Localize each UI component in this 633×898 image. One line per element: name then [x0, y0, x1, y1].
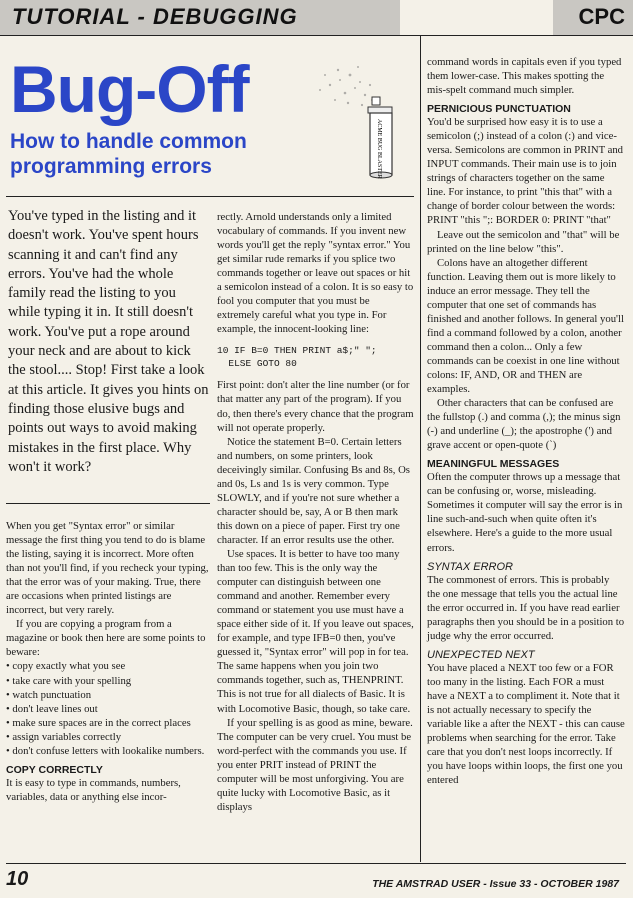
col2-para-1: rectly. Arnold understands only a limited vocabulary of commands. If you invent new words you'll get the reply "syntax error." You get similar rude remarks if you splice two commands together or leave out spaces or hit a semicolon instead of a colon. It is so easy to fool you computer that you must be extremely careful what you type in. For example, the innocent-looking line:	[217, 211, 414, 336]
col3-para-8: You have placed a NEXT too few or a FOR too many in the listing. Each FOR a must have a NEXT a to compliment it. Note that it is not actually necessary to specify the variable like a after the NEXT - this can cause problems when searching for the error. Take care that you don't nest loops incorrectly. If you have loops within loops, the first one you entered	[427, 661, 625, 787]
list-item: • don't leave lines out	[6, 702, 209, 716]
col3-para-5: Other characters that can be confused are the fullstop (.) and comma (,); the minus sign (-) and underline (_); the apostrophe (') and grave accent or open-quote (`)	[427, 397, 621, 452]
list-item: • copy exactly what you see	[6, 659, 209, 673]
publication-info: THE AMSTRAD USER - Issue 33 - OCTOBER 1987	[372, 878, 619, 890]
col3-para-3: Leave out the semicolon and "that" will be printed on the line below "this".	[427, 228, 620, 255]
col3-print-example: PRINT "this ";: BORDER 0: PRINT "that"	[427, 214, 611, 227]
section-header	[0, 0, 400, 35]
col3-para-7: The commonest of errors. This is probably the one message that tells you the actual line the error occurred in. If you have read earlier paragraphs then you should be in a position to judge why the error occurred.	[427, 573, 625, 642]
heading-meaningful-messages: MEANINGFUL MESSAGES	[427, 458, 560, 471]
code-listing: 10 IF B=0 THEN PRINT a$;" "; ELSE GOTO 80	[217, 345, 377, 370]
col1-para-2: If you are copying a program from a magazine or book then here are some points to beware:	[6, 618, 206, 659]
col3-para-6: Often the computer throws up a message that can be confusing or, worse, misleading. Sometimes it computer will say the error is in line such-and-such when quite often it's elsewhere. Here's a guide to the more usual errors.	[427, 471, 623, 554]
beware-list	[6, 659, 209, 757]
spray-can-label: ACME BUG BLASTER	[376, 119, 382, 179]
col3-para-4: Colons have an altogether different function. Leaving them out is more likely to induce an error message. They tell the computer that one set of commands has finished and another follows. In general you'll find a command followed by a colon, another command then a colon... Only a few commands can be coexist in one line without colons: IF, AND, OR and THEN are examples.	[427, 256, 624, 396]
col3-para-1: command words in capitals even if you typed them lower-case. This makes spotting the mis-spelt command much simpler.	[427, 56, 622, 97]
column-3	[427, 55, 625, 787]
col2-para-4: Use spaces. It is better to have too many than too few. This is the only way the computer can distinguish between one command and another. Remember every command or statement you use must have a space either side of it. If you leave out spaces, for example, and type IFB=0 then, you've guessed it, "Syntax error" will pop in for tea. The same happens when you join two commands together, such as, THENPRINT. This is not true for all dialects of Basic. It is with Locomotive Basic, though, so take care.	[217, 547, 414, 715]
column-1	[6, 519, 209, 804]
heading-pernicious-punctuation: PERNICIOUS PUNCTUATION	[427, 103, 571, 116]
intro-text: You've typed in the listing and it doesn't work. You've spent hours scanning it and can't find any errors. You've had the whole family read the listing to you while typing it in. It still doesn't work. You've put a rope around your neck and are about to kick the stool.... Stop! First take a look at this article. It gives you hints on finding those elusive bugs and points out ways to avoid making mistakes in the first place. Why won't it work?	[8, 208, 209, 475]
list-item: • don't confuse letters with lookalike numbers.	[6, 744, 209, 758]
article-subtitle: How to handle common programming errors	[10, 130, 247, 178]
footer-rule	[6, 863, 626, 864]
col2-para-3: Notice the statement B=0. Certain letters and numbers, on some printers, look deceivingly similar. Confusing Bs and 8s, Os and 0s, Ls and 1s is very common. Type SLOWLY, and if you're not sure whether a character should be, say, A or B then mark this down on a piece of paper. First try one character. If an error results use the other.	[217, 435, 410, 546]
article-title: Bug-Off	[10, 52, 249, 126]
list-item: • watch punctuation	[6, 688, 209, 702]
intro-rule	[6, 503, 210, 504]
system-label: CPC	[578, 4, 625, 29]
heading-syntax-error: SYNTAX ERROR	[427, 560, 513, 573]
col1-para-3: It is easy to type in commands, numbers, variables, data or anything else incor-	[6, 776, 181, 803]
column-divider	[420, 36, 421, 862]
col1-para-1: When you get "Syntax error" or similar message the first thing you tend to do is blame the listing, saying it is incorrect. More often than not you'll find, if you recheck your typing, that the error was of your making. True, there are occasions when printed listings are incorrect, but very rarely.	[6, 520, 209, 617]
heading-unexpected-next: UNEXPECTED NEXT	[427, 648, 535, 661]
heading-copy-correctly: COPY CORRECTLY	[6, 763, 103, 776]
page-number: 10	[6, 868, 29, 890]
col2-para-2: First point: don't alter the line number (or for that matter any part of the program). If you do, then there's every chance that the program will not operate properly.	[217, 379, 414, 434]
spray-can-illustration	[300, 55, 420, 185]
col3-para-2: You'd be surprised how easy it is to use a semicolon (;) instead of a colon (:) and vice-versa. Semicolons are common in PRINT and INPUT commands. Their main use is to join strings of characters together on the same line. For instance, to print "this that" with a change of border colour between the words:	[427, 116, 624, 213]
system-header	[553, 0, 633, 35]
list-item: • take care with your spelling	[6, 674, 209, 688]
list-item: • assign variables correctly	[6, 730, 209, 744]
column-2	[217, 210, 414, 814]
list-item: • make sure spaces are in the correct places	[6, 716, 209, 730]
title-rule	[6, 196, 414, 197]
col2-para-5: If your spelling is as good as mine, beware. The computer can be very cruel. You must be word-perfect with the commands you use. If you enter PRIT instead of PRINT the computer will be most unforgiving. You are quite lucky with Locomotive Basic, as it displays	[217, 716, 413, 813]
header-rule	[0, 35, 633, 36]
section-title: TUTORIAL - DEBUGGING	[12, 4, 298, 29]
